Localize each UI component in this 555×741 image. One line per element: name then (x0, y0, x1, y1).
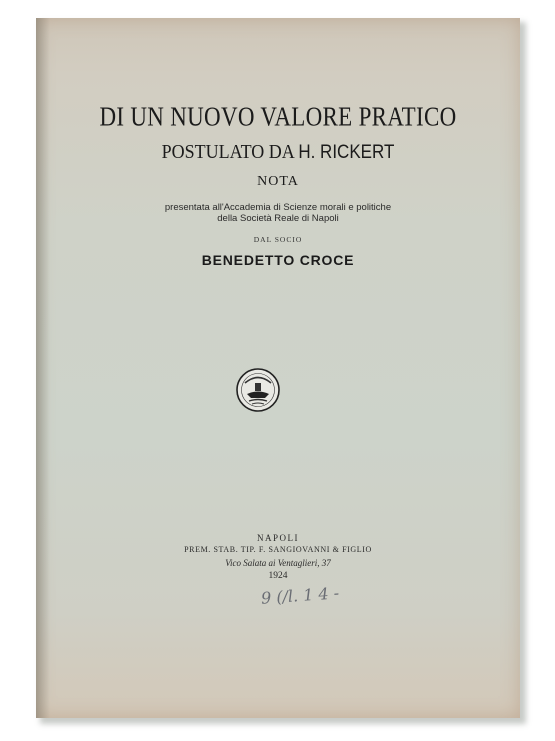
pamphlet-cover (36, 18, 520, 718)
note-label: NOTA (257, 174, 299, 189)
imprint-address: Vico Salata ai Ventaglieri, 37 (225, 558, 331, 568)
subtitle-name: H. RICKERT (298, 141, 395, 163)
presented-line-1: presentata all'Accademia di Scienze morali e politiche (164, 202, 392, 213)
dal-socio-label: DAL SOCIO (253, 235, 303, 244)
imprint-city: NAPOLI (257, 533, 299, 543)
printer-seal-icon (235, 367, 281, 413)
imprint-printer: PREM. STAB. TIP. F. SANGIOVANNI & FIGLIO (184, 545, 372, 554)
subtitle-prefix: POSTULATO DA (161, 140, 299, 163)
handwritten-note: 9 (/l. 1 4 - (260, 583, 340, 608)
document-title: DI UN NUOVO VALORE PRATICO (99, 102, 457, 132)
document-subtitle (36, 140, 520, 164)
presented-text (36, 202, 520, 224)
imprint-year: 1924 (268, 571, 288, 581)
author-name: BENEDETTO CROCE (201, 252, 355, 268)
presented-line-2: della Società Reale di Napoli (217, 213, 339, 224)
